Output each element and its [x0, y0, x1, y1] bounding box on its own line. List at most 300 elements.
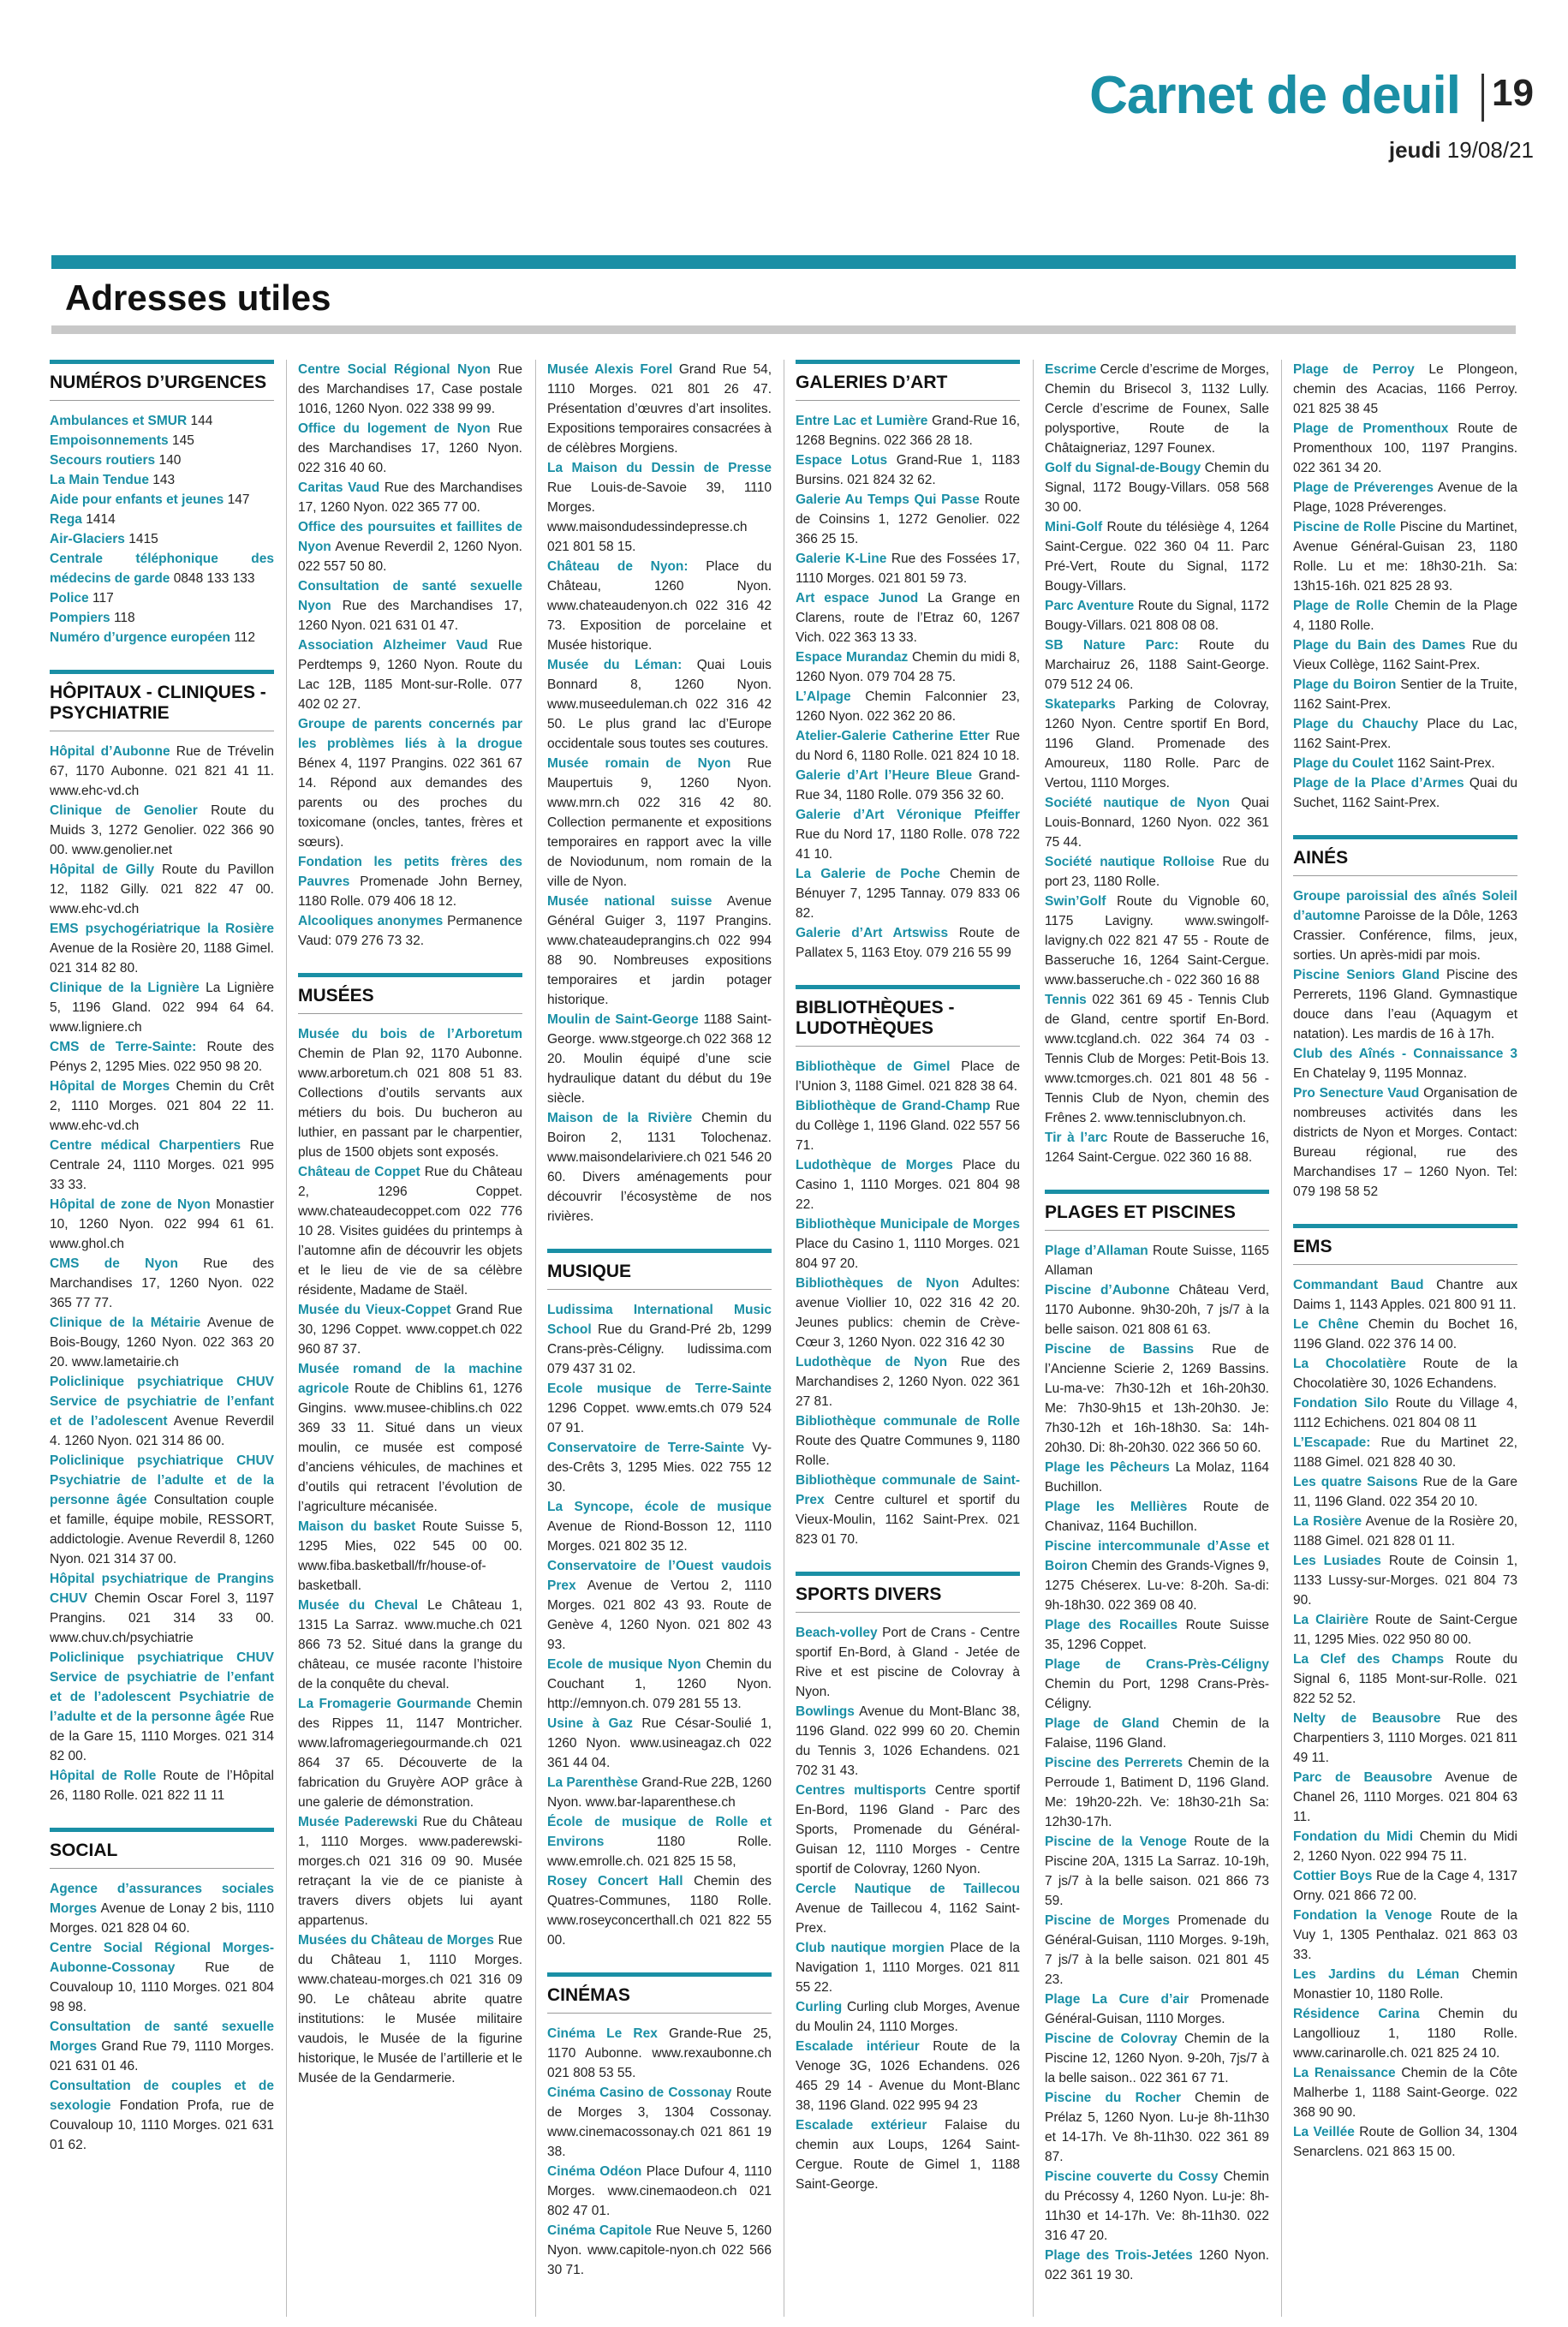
column-separator — [1281, 360, 1282, 2317]
directory-entry — [547, 1655, 772, 1714]
directory-entry — [547, 2024, 772, 2083]
entry-details: Avenue Reverdil 2, 1260 Nyon. 022 557 50 80. — [298, 540, 522, 574]
directory-entry — [50, 470, 274, 490]
directory-entry — [1045, 1497, 1269, 1536]
entry-name: Piscine du Rocher — [1045, 2091, 1181, 2105]
section-heading: BIBLIOTHÈQUES - LUDOTHÈQUES — [796, 985, 1020, 1047]
entry-name: Plage les Mellières — [1045, 1500, 1188, 1514]
entry-name: La Parenthèse — [547, 1775, 638, 1790]
directory-section — [1293, 360, 1517, 813]
entry-name: Numéro d’urgence européen — [50, 630, 231, 645]
directory-entry — [1293, 1354, 1517, 1393]
entry-details: Rue Neuve 5, 1260 Nyon. www.capitole-nyon.ch 022 566 30 71. — [547, 2223, 772, 2277]
entry-details: Curling club Morges, Avenue du Moulin 24, 1110 Morges. — [796, 2000, 1020, 2034]
entry-name: Rega — [50, 512, 82, 527]
entry-details: Chemin du Langolliouz 1, 1180 Rolle. www.carinarolle.ch. 021 825 24 10. — [1293, 2007, 1517, 2061]
entry-name: Plage du Bain des Dames — [1293, 638, 1466, 653]
entry-name: CMS de Nyon — [50, 1256, 178, 1271]
entry-details: Rue du Château 1, 1110 Morges. www.chateau-morges.ch 021 316 09 90. Le château abrite quatre institutions: le Musée militaire vaudois, le Musée de la figurine historique, le Musée de l’artillerie et le Musée de la Gendarmerie. — [298, 1933, 522, 2085]
directory-entry — [50, 431, 274, 450]
entry-details: Chemin de Prélaz 5, 1260 Nyon. Lu-je 8h-11h30 et 14-17h. Ve 8h-11h30. 022 361 89 87. — [1045, 2091, 1269, 2164]
entry-name: Alcooliques anonymes — [298, 914, 444, 928]
directory-entry — [547, 1438, 772, 1497]
directory-entry — [796, 588, 1020, 647]
entry-name: Hôpital de Rolle — [50, 1769, 157, 1783]
entry-details: 1188 Saint-George. www.stgeorge.ch 022 368 12 20. Moulin équipé d’une scie hydraulique datant du début du 19e siècle. — [547, 1012, 772, 1106]
directory-entry — [298, 1812, 522, 1930]
entry-name: La Renaissance — [1293, 2066, 1396, 2080]
entry-name: Rosey Concert Hall — [547, 1874, 683, 1888]
entry-details: Le Château 1, 1315 La Sarraz. www.muche.ch 021 866 73 52. Situé dans la grange du château, ce musée raconte l’histoire de la conquête du cheval. — [298, 1598, 522, 1692]
directory-entry — [50, 411, 274, 431]
entry-name: Plage de Crans-Près-Céligny — [1045, 1657, 1269, 1672]
entry-name: Société nautique de Nyon — [1045, 796, 1231, 810]
entry-name: Ambulances et SMUR — [50, 414, 188, 428]
entry-name: École de musique de Rolle et Environs — [547, 1815, 772, 1849]
directory-entry — [50, 608, 274, 628]
entry-details: Consultation couple et famille, équipe mobile, RESSORT, addictologie. Avenue Reverdil 8, 1260 Nyon. 021 314 37 00. — [50, 1493, 274, 1566]
directory-entry — [796, 1155, 1020, 1214]
entry-name: Château de Nyon: — [547, 559, 689, 574]
entry-name: Swin’Golf — [1045, 894, 1106, 909]
entry-details: Rue Perdtemps 9, 1260 Nyon. Route du Lac 12B, 1185 Mont-sur-Rolle. 077 402 02 27. — [298, 638, 522, 712]
directory-entry — [1045, 1714, 1269, 1753]
directory-entry — [50, 860, 274, 919]
entry-name: Groupe de parents concernés par les problèmes liés à la drogue — [298, 717, 522, 751]
entry-details: Grand Rue 79, 1110 Morges. 021 631 01 46. — [50, 2039, 274, 2073]
entry-name: Centre Social Régional Nyon — [298, 362, 491, 377]
entry-name: Cinéma Odéon — [547, 2164, 642, 2179]
entry-details: Route Suisse 35, 1296 Coppet. — [1045, 1618, 1269, 1652]
entry-name: Résidence Carina — [1293, 2007, 1420, 2021]
entry-details: Vy-des-Crêts 3, 1295 Mies. 022 755 12 30. — [547, 1441, 772, 1495]
entry-details: Rue de la Cage 4, 1317 Orny. 021 866 72 00. — [1293, 1869, 1517, 1903]
entry-name: Cinéma Capitole — [547, 2223, 652, 2238]
entry-name: Office des poursuites et faillites de Nyon — [298, 520, 522, 554]
entry-name: Plage du Boiron — [1293, 677, 1397, 692]
entry-name: Cercle Nautique de Taillecou — [796, 1882, 1020, 1896]
entry-name: EMS psychogériatrique la Rosière — [50, 922, 274, 936]
entry-details: Route de Saint-Cergue 11, 1295 Mies. 022 950 80 00. — [1293, 1613, 1517, 1647]
entry-details: Promenade Général-Guisan, 1110 Morges. — [1045, 1992, 1269, 2026]
entry-details: Rue du port 23, 1180 Rolle. — [1045, 855, 1269, 889]
entry-name: Parc de Beausobre — [1293, 1770, 1433, 1785]
entry-details: Chantre aux Daims 1, 1143 Apples. 021 800 91 11. — [1293, 1278, 1517, 1312]
entry-details: Route de la Venoge 3G, 1026 Echandens. 026 465 29 14 - Avenue du Mont-Blanc 38, 1196 Gland. 022 995 94 23 — [796, 2039, 1020, 2113]
entry-details: Route de la Chocolatière 30, 1026 Echandens. — [1293, 1357, 1517, 1391]
directory-entry — [1293, 1551, 1517, 1610]
entry-details: 1414 — [86, 512, 116, 527]
directory-entry — [1045, 2167, 1269, 2246]
entry-name: Piscine intercommunale d’Asse et Boiron — [1045, 1539, 1269, 1573]
entry-name: Plage les Pêcheurs — [1045, 1460, 1170, 1475]
directory-entry — [1293, 1044, 1517, 1083]
entry-name: Parc Aventure — [1045, 599, 1135, 613]
entry-name: Fondation Silo — [1293, 1396, 1389, 1411]
title-divider — [1482, 74, 1484, 122]
directory-entry — [796, 1411, 1020, 1471]
directory-entry — [1045, 1128, 1269, 1167]
directory-entry — [298, 714, 522, 852]
entry-name: Policlinique psychiatrique CHUV Psychiatrie de l’adulte et de la personne âgée — [50, 1453, 274, 1507]
directory-entry — [298, 478, 522, 517]
directory-entry — [796, 1214, 1020, 1274]
directory-entry — [796, 2037, 1020, 2115]
directory-entry — [50, 742, 274, 801]
entry-details: Chemin du Signal, 1172 Bougy-Villars. 058 568 30 00. — [1045, 461, 1269, 515]
entry-name: Plage du Chauchy — [1293, 717, 1419, 731]
directory-section — [547, 1972, 772, 2280]
directory-entry — [1293, 1709, 1517, 1768]
entry-name: Musée Paderewski — [298, 1815, 418, 1829]
entry-details: Route de Pallatex 5, 1163 Etoy. 079 216 55 99 — [796, 926, 1020, 960]
directory-entry — [796, 923, 1020, 963]
entry-name: Musées du Château de Morges — [298, 1933, 494, 1948]
directory-entry — [1293, 1906, 1517, 1965]
entry-details: Chemin du midi 8, 1260 Nyon. 079 704 28 75. — [796, 650, 1020, 684]
entry-details: 117 — [92, 591, 114, 606]
directory-entry — [796, 766, 1020, 805]
entry-details: Avenue de la Rosière 20, 1188 Gimel. 021 314 82 80. — [50, 941, 274, 976]
entry-name: Musée du Cheval — [298, 1598, 419, 1613]
entry-details: Avenue Général Guiger 3, 1197 Prangins. www.chateaudeprangins.ch 022 994 88 90. Nombreuses expositions temporaires et jardin potager historique. — [547, 894, 772, 1007]
entry-name: La Galerie de Poche — [796, 867, 940, 881]
entry-details: Avenue de la Plage, 1028 Préverenges. — [1293, 480, 1517, 515]
directory-entry — [298, 1359, 522, 1517]
entry-name: Agence d’assurances sociales Morges — [50, 1882, 274, 1916]
entry-details: Fondation Profa, rue de Couvaloup 10, 1110 Morges. 021 631 01 62. — [50, 2098, 274, 2152]
entry-name: La Maison du Dessin de Presse — [547, 461, 772, 475]
directory-entry — [1293, 1768, 1517, 1827]
entry-details: Route de la Piscine 20A, 1315 La Sarraz. 10-19h, 7 js/7 à la belle saison. 021 866 73 59. — [1045, 1835, 1269, 1908]
entry-name: Plage de la Place d’Armes — [1293, 776, 1464, 791]
entry-details: 1296 Coppet. www.emts.ch 079 524 07 91. — [547, 1401, 772, 1435]
entry-name: Piscine des Perrerets — [1045, 1756, 1183, 1770]
directory-entry — [796, 549, 1020, 588]
directory-entry — [1045, 1458, 1269, 1497]
entry-details: Route du Village 4, 1112 Echichens. 021 804 08 11 — [1293, 1396, 1517, 1430]
entry-details: Chemin de la Falaise, 1196 Gland. — [1045, 1716, 1269, 1751]
directory-entry — [547, 2083, 772, 2162]
directory-entry — [50, 1569, 274, 1648]
entry-details: Chemin des Grands-Vignes 9, 1275 Chéserex. Lu-ve: 8-20h. Sa-di: 9h-18h30. 022 369 08 40. — [1045, 1559, 1269, 1613]
column-separator — [286, 360, 287, 2317]
directory-entry — [1045, 793, 1269, 852]
directory-entry — [547, 754, 772, 892]
entry-name: Clinique de la Lignière — [50, 981, 200, 995]
entry-name: Bowlings — [796, 1704, 855, 1719]
directory-entry — [298, 1694, 522, 1812]
column — [298, 360, 522, 2317]
directory-entry — [1045, 990, 1269, 1128]
directory-entry — [50, 549, 274, 588]
directory-section — [50, 1828, 274, 2155]
directory-entry — [1045, 2246, 1269, 2285]
directory-entry — [547, 360, 772, 458]
entry-name: Beach-volley — [796, 1626, 878, 1640]
entry-name: Aide pour enfants et jeunes — [50, 492, 224, 507]
directory-entry — [50, 1938, 274, 2017]
directory-entry — [1293, 2063, 1517, 2122]
entry-details: Place Dufour 4, 1110 Morges. www.cinemaodeon.ch 021 802 47 01. — [547, 2164, 772, 2218]
column — [796, 360, 1020, 2317]
entry-details: Avenue de Bois-Bougy, 1260 Nyon. 022 363 20 20. www.lametairie.ch — [50, 1316, 274, 1369]
column — [547, 360, 772, 2317]
entry-name: Plage La Cure d’air — [1045, 1992, 1189, 2007]
entry-name: Musée du Léman: — [547, 658, 683, 672]
entry-name: Golf du Signal-de-Bougy — [1045, 461, 1201, 475]
directory-entry — [50, 2076, 274, 2155]
directory-entry — [50, 450, 274, 470]
entry-name: Bibliothèque communale de Saint-Prex — [796, 1473, 1020, 1507]
entry-details: Chemin Falconnier 23, 1260 Nyon. 022 362 20 86. — [796, 689, 1020, 724]
directory-entry — [1293, 886, 1517, 965]
entry-details: Monastier 10, 1260 Nyon. 022 994 61 61. www.ghol.ch — [50, 1197, 274, 1251]
entry-details: 1260 Nyon. 022 361 19 30. — [1045, 2248, 1269, 2282]
entry-details: Route des Quatre Communes 9, 1180 Rolle. — [796, 1434, 1020, 1468]
directory-entry — [1045, 517, 1269, 596]
entry-name: Club des Aînés - Connaissance 3 — [1293, 1047, 1517, 1061]
entry-details: Avenue Reverdil 4. 1260 Nyon. 021 314 86 00. — [50, 1414, 274, 1448]
entry-name: Art espace Junod — [796, 591, 919, 606]
entry-name: Musée Alexis Forel — [547, 362, 673, 377]
entry-details: Permanence Vaud: 079 276 73 32. — [298, 914, 522, 948]
entry-name: Secours routiers — [50, 453, 156, 468]
directory-entry — [1293, 754, 1517, 773]
directory-entry — [1293, 1512, 1517, 1551]
entry-details: Rue de Trévelin 67, 1170 Aubonne. 021 821 41 11. www.ehc-vd.ch — [50, 744, 274, 798]
entry-details: Place de l’Union 3, 1188 Gimel. 021 828 38 64. — [796, 1059, 1020, 1094]
entry-name: Centre Social Régional Morges-Aubonne-Cossonay — [50, 1941, 274, 1975]
entry-details: Chemin du Couchant 1, 1260 Nyon. http://emnyon.ch. 079 281 55 13. — [547, 1657, 772, 1711]
entry-details: Route du Muids 3, 1272 Genolier. 022 366 90 00. www.genolier.net — [50, 803, 274, 857]
entry-name: L’Escapade: — [1293, 1435, 1371, 1450]
entry-details: Cercle d’escrime de Morges, Chemin du Brisecol 3, 1132 Lully. Cercle d’escrime de Founex, Salle polysportive, Route de la Châtaigneriaz, 1297 Founex. — [1045, 362, 1269, 456]
directory-entry — [298, 1596, 522, 1694]
entry-name: Conservatoire de l’Ouest vaudois Prex — [547, 1559, 772, 1593]
directory-entry — [796, 1352, 1020, 1411]
entry-details: Rue du Grand-Pré 2b, 1299 Crans-près-Céligny. ludissima.com 079 437 31 02. — [547, 1322, 772, 1376]
section-heading: GALERIES D’ART — [796, 360, 1020, 401]
entry-name: Centres multisports — [796, 1783, 927, 1798]
entry-details: Château Verd, 1170 Aubonne. 9h30-20h, 7 js/7 à la belle saison. 021 808 61 63. — [1045, 1283, 1269, 1337]
entry-name: Tennis — [1045, 993, 1087, 1007]
section-heading: SOCIAL — [50, 1828, 274, 1869]
entry-details: Grand-Rue 22B, 1260 Nyon. www.bar-laparenthese.ch — [547, 1775, 772, 1810]
directory-entry — [50, 1195, 274, 1254]
entry-name: Galerie d’Art Véronique Pfeiffer — [796, 808, 1020, 822]
entry-details: Route du Vignoble 60, 1175 Lavigny. www.swingolf-lavigny.ch 022 821 47 55 - Route de Basseruche 16, 1264 Saint-Cergue. www.basseruche.ch - 022 360 16 88 — [1045, 894, 1269, 987]
entry-details: Adultes: avenue Viollier 10, 022 316 42 20. Jeunes publics: chemin de Crève-Cœur 3, 1260 Nyon. 022 316 42 30 — [796, 1276, 1020, 1350]
directory-entry — [50, 1136, 274, 1195]
entry-name: Ludissima International Music School — [547, 1303, 772, 1337]
entry-details: Rue des Marchandises 17, Case postale 1016, 1260 Nyon. 022 338 99 99. — [298, 362, 522, 416]
entry-details: Place du Lac, 1162 Saint-Prex. — [1293, 717, 1517, 751]
entry-details: 144 — [190, 414, 213, 428]
entry-name: Centrale téléphonique des médecins de garde — [50, 552, 274, 586]
entry-name: La Clairière — [1293, 1613, 1369, 1627]
directory-section — [1045, 360, 1269, 1167]
directory-entry — [298, 576, 522, 635]
column — [1045, 360, 1269, 2317]
entry-name: Conservatoire de Terre-Sainte — [547, 1441, 745, 1455]
entry-name: Hôpital de zone de Nyon — [50, 1197, 211, 1212]
entry-details: Grand Rue 30, 1296 Coppet. www.coppet.ch 022 960 87 37. — [298, 1303, 522, 1357]
entry-details: La Lignière 5, 1196 Gland. 022 994 64 64. www.ligniere.ch — [50, 981, 274, 1035]
entry-details: Quai Louis-Bonnard, 1260 Nyon. 022 361 75 44. — [1045, 796, 1269, 850]
directory-entry — [50, 2017, 274, 2076]
directory-section — [796, 985, 1020, 1549]
directory-entry — [1293, 635, 1517, 675]
directory-entry — [796, 647, 1020, 687]
entry-details: Avenue de la Rosière 20, 1188 Gimel. 021 828 01 11. — [1293, 1514, 1517, 1548]
entry-name: Fondation du Midi — [1293, 1829, 1414, 1844]
entry-name: Galerie K-Line — [796, 552, 887, 566]
entry-name: Hôpital psychiatrique de Prangins CHUV — [50, 1572, 274, 1606]
entry-name: Plage de Gland — [1045, 1716, 1160, 1731]
directory-section — [547, 1249, 772, 1950]
entry-name: Escalade intérieur — [796, 2039, 920, 2054]
entry-details: Route de Chiblins 61, 1276 Gingins. www.musee-chiblins.ch 022 369 33 11. Situé dans un vieux moulin, ce musée est composé d’anciens véhicules, de machines et d’outils qui retracent l’évolution de l’agriculture mécanisée. — [298, 1381, 522, 1514]
entry-name: Espace Lotus — [796, 453, 888, 468]
directory-entry — [1293, 1433, 1517, 1472]
entry-details: 112 — [234, 630, 256, 645]
banner-title: Adresses utiles — [65, 277, 331, 318]
entry-name: Ecole de musique Nyon — [547, 1657, 701, 1672]
entry-name: Usine à Gaz — [547, 1716, 633, 1731]
section-heading: AINÉS — [1293, 835, 1517, 876]
entry-name: Galerie d’Art l’Heure Bleue — [796, 768, 973, 783]
entry-name: Piscine de la Venoge — [1045, 1835, 1187, 1849]
directory-entry — [50, 1766, 274, 1805]
directory-entry — [1045, 892, 1269, 990]
section-banner — [51, 255, 1516, 334]
directory-entry — [547, 1871, 772, 1950]
entry-name: Escrime — [1045, 362, 1097, 377]
entry-details: Route des Pénys 2, 1295 Mies. 022 950 98 20. — [50, 1040, 274, 1074]
entry-details: Route Suisse, 1165 Allaman — [1045, 1244, 1269, 1278]
entry-name: Tir à l’arc — [1045, 1131, 1108, 1145]
entry-details: Rue des Marchandises 17, 1260 Nyon. 022 365 77 00. — [298, 480, 522, 515]
entry-details: Chemin de la Piscine 12, 1260 Nyon. 9-20h, 7js/7 à la belle saison.. 022 361 67 71. — [1045, 2032, 1269, 2085]
directory-entry — [50, 1879, 274, 1938]
directory-entry — [796, 1938, 1020, 1997]
section-heading: MUSÉES — [298, 973, 522, 1014]
entry-details: Paroisse de la Dôle, 1263 Crassier. Conférence, films, jeux, sorties. Un après-midi par mois. — [1293, 909, 1517, 963]
directory-section — [547, 360, 772, 1226]
entry-name: Association Alzheimer Vaud — [298, 638, 488, 653]
directory-entry — [796, 1997, 1020, 2037]
directory-entry — [796, 1879, 1020, 1938]
entry-name: Musée national suisse — [547, 894, 712, 909]
directory-entry — [1293, 773, 1517, 813]
entry-name: Fondation la Venoge — [1293, 1908, 1433, 1923]
entry-name: Piscine de Bassins — [1045, 1342, 1195, 1357]
entry-details: Route du Marchairuz 26, 1188 Saint-George. 079 512 24 06. — [1045, 638, 1269, 692]
entry-details: Rue Louis-de-Savoie 39, 1110 Morges. www.maisondudessindepresse.ch 021 801 58 15. — [547, 480, 772, 554]
issue-date — [1389, 137, 1534, 164]
directory-entry — [547, 1108, 772, 1226]
entry-details: Chemin de Bénuyer 7, 1295 Tannay. 079 833 06 82. — [796, 867, 1020, 921]
directory-entry — [796, 1096, 1020, 1155]
entry-name: Musée romain de Nyon — [547, 756, 731, 771]
entry-details: Route du Signal 6, 1185 Mont-sur-Rolle. 021 822 52 52. — [1293, 1652, 1517, 1706]
entry-name: CMS de Terre-Sainte: — [50, 1040, 197, 1054]
entry-name: Consultation de couples et de sexologie — [50, 2079, 274, 2113]
entry-details: Rue des Charpentiers 3, 1110 Morges. 021 811 49 11. — [1293, 1711, 1517, 1765]
entry-name: Pompiers — [50, 611, 110, 625]
entry-name: Piscine Seniors Gland — [1293, 968, 1440, 982]
entry-name: Galerie Au Temps Qui Passe — [796, 492, 980, 507]
column — [1293, 360, 1517, 2317]
entry-name: Curling — [796, 2000, 843, 2014]
directory-entry — [1293, 478, 1517, 517]
directory-entry — [1293, 714, 1517, 754]
entry-details: Rue du Château 2, 1296 Coppet. www.chateaudecoppet.com 022 776 10 28. Visites guidées du printemps à l’automne afin de découvrir les objets et le lieu de vie de sa célèbre résidente, Madame de Staël. — [298, 1165, 522, 1298]
entry-details: Parking de Colovray, 1260 Nyon. Centre sportif En Bord, 1196 Gland. Promenade des Amoureux, 1180 Rolle. Parc de Vertou, 1110 Morges. — [1045, 697, 1269, 791]
entry-name: Piscine de Morges — [1045, 1913, 1171, 1928]
directory-entry — [298, 419, 522, 478]
entry-details: Chemin du Crêt 2, 1110 Morges. 021 804 22 11. www.ehc-vd.ch — [50, 1079, 274, 1133]
entry-details: Chemin des Quatres-Communes, 1180 Rolle. www.roseyconcerthall.ch 021 822 55 00. — [547, 1874, 772, 1948]
entry-name: Plage de Rolle — [1293, 599, 1389, 613]
directory-entry — [1293, 1650, 1517, 1709]
entry-details: Rue de l’Ancienne Scierie 2, 1269 Bassins. Lu-ma-ve: 7h30-12h et 16h-20h30. Me: 7h30-9h15 et 13h-20h30. Je: 7h30-12h et 16h-18h30. Sa: 14h-20h30. Di: 8h-20h30. 022 366 50 60. — [1045, 1342, 1269, 1455]
entry-name: Bibliothèques de Nyon — [796, 1276, 959, 1291]
entry-details: Route de Basseruche 16, 1264 Saint-Cergue. 022 360 16 88. — [1045, 1131, 1269, 1165]
entry-name: Hôpital de Gilly — [50, 862, 155, 877]
entry-name: Fondation les petits frères des Pauvres — [298, 855, 522, 889]
entry-name: Empoisonnements — [50, 433, 169, 448]
masthead — [0, 0, 1568, 257]
entry-name: Nelty de Beausobre — [1293, 1711, 1441, 1726]
entry-details: Avenue de Lonay 2 bis, 1110 Morges. 021 828 04 60. — [50, 1901, 274, 1936]
directory-entry — [1045, 2029, 1269, 2088]
entry-name: Clinique de la Métairie — [50, 1316, 201, 1330]
entry-details: Route du Pavillon 12, 1182 Gilly. 021 822 47 00. www.ehc-vd.ch — [50, 862, 274, 916]
directory-entry — [298, 1024, 522, 1162]
directory-entry — [1045, 635, 1269, 695]
entry-name: Les Lusiades — [1293, 1554, 1381, 1568]
directory-entry — [298, 1162, 522, 1300]
entry-name: Cottier Boys — [1293, 1869, 1373, 1883]
entry-details: Rue du Nord 6, 1180 Rolle. 021 824 10 18. — [796, 729, 1020, 763]
directory-section — [50, 670, 274, 1805]
entry-name: Moulin de Saint-George — [547, 1012, 699, 1027]
directory-entry — [50, 1372, 274, 1451]
entry-name: Policlinique psychiatrique CHUV Service de psychiatrie de l’enfant et de l’adolescent Psychiatrie de l’adulte et de la personne âgée — [50, 1650, 274, 1724]
entry-details: Port de Crans - Centre sportif En-Bord, à Gland - Jetée de Rive et est piscine de Colovray à Nyon. — [796, 1626, 1020, 1699]
entry-details: Quai Louis Bonnard 8, 1260 Nyon. www.museeduleman.ch 022 316 42 50. Le plus grand lac d’Europe occidentale sous toutes ses coutures. — [547, 658, 772, 751]
directory-entry — [298, 911, 522, 951]
directory-entry — [796, 1702, 1020, 1781]
directory-entry — [547, 2221, 772, 2280]
directory-entry — [50, 1254, 274, 1313]
directory-section — [796, 360, 1020, 963]
entry-name: Clinique de Genolier — [50, 803, 198, 818]
column-separator — [535, 360, 536, 2317]
directory-entry — [796, 687, 1020, 726]
entry-details: Rue Centrale 24, 1110 Morges. 021 995 33 33. — [50, 1138, 274, 1192]
entry-details: Chemin des Rippes 11, 1147 Montricher. www.lafromageriegourmande.ch 021 864 37 65. Découverte de la fabrication du Gruyère AOP grâce à une galerie de démonstration. — [298, 1697, 522, 1810]
directory-entry — [50, 1313, 274, 1372]
entry-details: Rue du Collège 1, 1196 Gland. 022 557 56 71. — [796, 1099, 1020, 1153]
issue-day: jeudi — [1388, 137, 1441, 163]
entry-details: 118 — [113, 611, 135, 625]
entry-name: Musée du bois de l’Arboretum — [298, 1027, 522, 1041]
entry-name: Office du logement de Nyon — [298, 421, 491, 436]
entry-name: Piscine de Rolle — [1293, 520, 1396, 534]
